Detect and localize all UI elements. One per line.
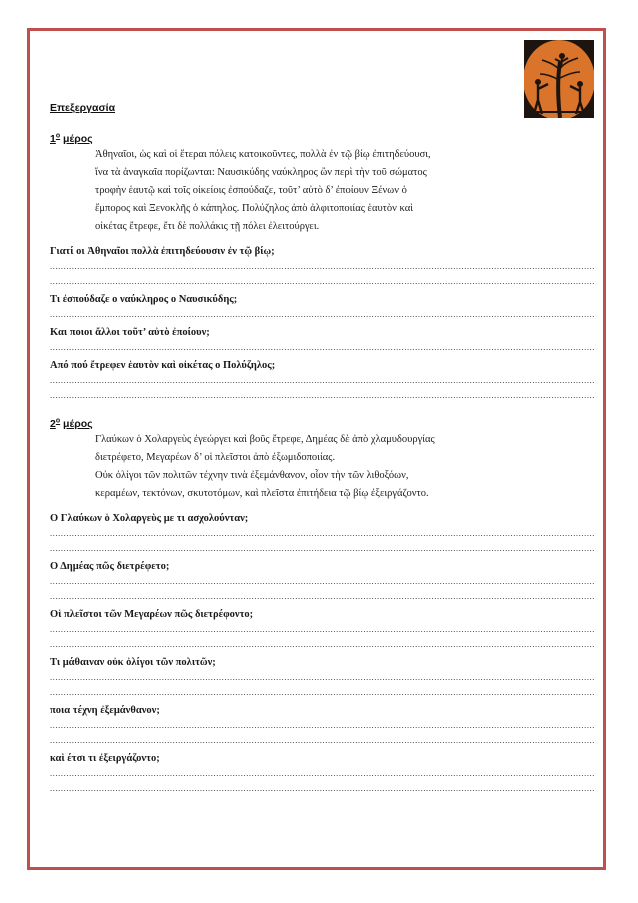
answer-line[interactable] (50, 307, 595, 322)
answer-line[interactable] (50, 733, 595, 748)
question: Οἱ πλεῖστοι τῶν Μεγαρέων πῶς διετρέφοντο; (50, 609, 254, 620)
worksheet-heading: Επεξεργασία (50, 102, 116, 114)
passage-line: διετρέφετο, Μεγαρέων δ’ οἱ πλεῖστοι ἀπὸ ἐξωμιδοποιίας. (95, 452, 336, 463)
part1-title: $1^o$ μέρος (50, 132, 93, 145)
answer-line[interactable] (50, 685, 595, 700)
passage-line: οἰκέτας ἔτρεφε, ἔτι δὲ πολλάκις τῇ πόλει ἐλειτούργει. (95, 221, 320, 232)
answer-line[interactable] (50, 781, 595, 796)
answer-line[interactable] (50, 589, 595, 604)
question: Τι μάθαιναν οὐκ ὀλίγοι τῶν πολιτῶν; (50, 657, 216, 668)
answer-line[interactable] (50, 388, 595, 403)
question: Ο Γλαύκων ὁ Χολαργεὺς με τι ασχολούνταν; (50, 513, 249, 524)
question: καὶ έτσι τι ἐξειργάζοντο; (50, 753, 160, 764)
answer-line[interactable] (50, 718, 595, 733)
passage-line: Οὐκ ὀλίγοι τῶν πολιτῶν τέχνην τινὰ ἐξεμάνθανον, οἷον τὴν τῶν λιθοξόων, (95, 470, 409, 481)
passage-line: Ἀθηναῖοι, ὡς καὶ οἱ ἕτεραι πόλεις κατοικοῦντες, πολλὰ ἐν τῷ βίῳ ἐπιτηδεύουσι, (95, 149, 431, 160)
passage-line: ἔμπορος καὶ Ξενοκλῆς ὁ κάπηλος. Πολύζηλος ἀπὸ ἀλφιτοποιίας ἑαυτὸν καὶ (95, 203, 414, 214)
answer-line[interactable] (50, 373, 595, 388)
question: Από πού ἔτρεφεν ἑαυτὸν καὶ οἰκέτας ο Πολύζηλος; (50, 360, 276, 371)
answer-line[interactable] (50, 340, 595, 355)
answer-line[interactable] (50, 766, 595, 781)
passage-line: τροφὴν ἑαυτῷ καὶ τοῖς οἰκείοις ἐσπούδαζε, τοῦτ’ αὐτὸ δ’ ἐποίουν Ξένων ὁ (95, 185, 407, 196)
question: ποια τέχνη ἐξεμάνθανον; (50, 705, 160, 716)
answer-line[interactable] (50, 541, 595, 556)
answer-line[interactable] (50, 259, 595, 274)
answer-line[interactable] (50, 670, 595, 685)
question: Γιατί οι Ἀθηναῖοι πολλὰ ἐπιτηδεύουσιν ἐν τῷ βίῳ; (50, 246, 275, 257)
answer-line[interactable] (50, 637, 595, 652)
worksheet-content (50, 98, 595, 796)
part2-title: $2^o$ μέρος (50, 417, 93, 430)
part2-passage (95, 431, 593, 503)
part1-passage (95, 146, 593, 236)
passage-line: ἵνα τὰ ἀναγκαῖα πορίζωνται: Ναυσικύδης ναύκληρος ὢν περὶ τὴν τοῦ σώματος (95, 167, 427, 178)
question: Τι ἐσπούδαζε ο ναύκληρος ο Ναυσικύδης; (50, 294, 238, 305)
answer-line[interactable] (50, 574, 595, 589)
question: Ο Δημέας πῶς διετρέφετο; (50, 561, 170, 572)
passage-line: κεραμέων, τεκτόνων, σκυτοτόμων, καὶ πλεῖστα ἐπιτήδεια τῷ βίῳ ἐξειργάζοντο. (95, 488, 429, 499)
answer-line[interactable] (50, 526, 595, 541)
answer-line[interactable] (50, 274, 595, 289)
passage-line: Γλαύκων ὁ Χολαργεὺς ἐγεώργει καὶ βοῦς ἔτρεφε, Δημέας δὲ ἀπὸ χλαμυδουργίας (95, 434, 435, 445)
question: Και ποιοι ἄλλοι τοῦτ’ αὐτὸ ἐποίουν; (50, 327, 210, 338)
answer-line[interactable] (50, 622, 595, 637)
